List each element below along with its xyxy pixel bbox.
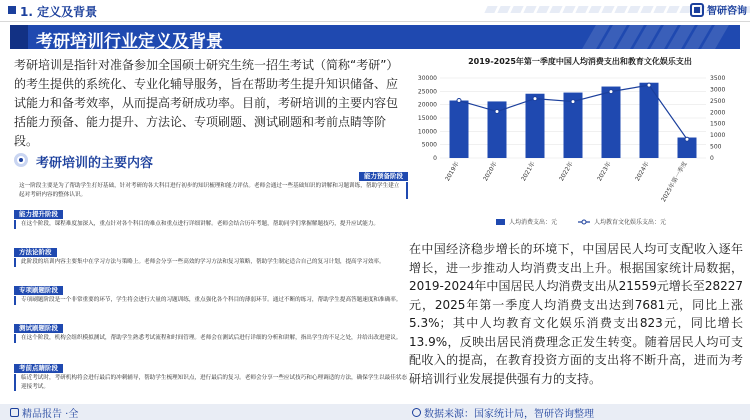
line-point	[571, 100, 575, 104]
banner-stripes	[589, 25, 722, 49]
page-banner	[10, 25, 740, 52]
source-icon	[412, 408, 421, 417]
page-title: 考研培训行业定义及背景	[36, 32, 223, 52]
bar	[450, 101, 469, 158]
section-title: 1. 定义及背景	[20, 5, 98, 19]
y-tick-left: 10000	[417, 128, 437, 136]
y-tick-right: 1500	[710, 120, 726, 128]
y-tick-right: 500	[710, 143, 722, 151]
y-tick-right: 1000	[710, 132, 726, 140]
line-point	[457, 99, 461, 103]
bar	[602, 87, 621, 158]
line-point	[533, 97, 537, 101]
x-tick-label: 2024年	[634, 160, 651, 183]
x-tick-label: 2021年	[520, 160, 537, 183]
y-tick-right: 3000	[710, 86, 726, 94]
x-tick-label: 2019年	[444, 160, 461, 183]
chart	[410, 66, 740, 238]
stage-text: 专项刷题阶段是一个非常重要的环节，学生将会进行大量的习题训练，重点强化各个科目的薄弱环节。通过不断的练习，帮助学生提高答题速度和准确率。	[14, 296, 408, 305]
stage-label: 方法论阶段	[14, 248, 57, 257]
stage-label: 考前点睛阶段	[14, 364, 63, 373]
summary-paragraph: 在中国经济稳步增长的环境下，中国居民人均可支配收入逐年增长，进一步推动人均消费支出上升。根据国家统计局数据，2019-2024年中国居民人均消费支出从21559元增长至28227元，2025年第一季度人均消费支出达到7681元，同比上涨5.3%；其中人均教育文化娱乐消费支出823元，同比增长13.9%，反映出居民消费理念正发生转变。随着居民人均可支配收入的提高，在教育投资方面的支出将不断升高，进而为考研培训行业发展提供强有力的支持。	[409, 242, 743, 386]
x-tick-label: 2022年	[558, 160, 575, 183]
stage-text: 此阶段的培训内容主要集中在学习方法与策略上。老师会分享一些高效的学习方法和复习策略，帮助学生制定适合自己的复习计划，提高学习效率。	[14, 258, 408, 267]
footer-right	[412, 405, 594, 420]
stage-text: 在这个阶段，机构会组织模拟测试，帮助学生熟悉考试流程和时间管理。老师会在测试后进行详细的分析和讲解，指出学生的不足之处，并给出改进建议。	[14, 334, 408, 343]
stage-text: 在这个阶段，课程难度加深入，重点针对各个科目的难点和重点进行详细讲解。老师会结合历年考题，帮助同学们掌握解题技巧，提升应试能力。	[14, 220, 408, 229]
y-tick-right: 2000	[710, 109, 726, 117]
line-point	[495, 110, 499, 114]
x-tick-label: 2023年	[596, 160, 613, 183]
y-tick-left: 5000	[421, 141, 437, 149]
stage-label: 能力提升阶段	[14, 210, 63, 219]
footer	[0, 404, 750, 420]
y-tick-left: 20000	[417, 101, 437, 109]
y-tick-right: 0	[710, 155, 714, 162]
stage-label: 专项刷题阶段	[14, 286, 63, 295]
target-icon	[14, 153, 28, 167]
brand-name: 智研咨询	[707, 6, 747, 17]
stage-text: 这一阶段主要是为了帮助学生打好基础，针对考研的各大科目进行初步的知识梳理和能力评估。老师会通过一些基础知识的讲解和习题训练，帮助学生建立起对考研内容的整体认识。	[14, 182, 408, 199]
y-tick-left: 0	[433, 155, 437, 162]
bar	[526, 94, 545, 158]
brand-logo-icon	[690, 3, 704, 17]
content-list	[14, 172, 408, 402]
y-tick-left: 15000	[417, 115, 437, 122]
line-point	[609, 90, 613, 94]
intro-paragraph: 考研培训是指针对准备参加全国硕士研究生统一招生考试（简称“考研”）的考生提供的系统化、专业化辅导服务，旨在帮助考生提升知识储备、应试能力和备考效率，从而提高考研成功率。目前，考研培训的主要内容包括能力预备、能力提升、方法论、专项刷题、测试刷题和考前点睛等阶段。	[14, 58, 399, 148]
footer-right-text: 数据来源：国家统计局，智研咨询整理	[424, 409, 594, 420]
legend-line-point	[582, 220, 586, 224]
y-tick-left: 30000	[417, 75, 437, 82]
footer-left	[10, 405, 78, 420]
x-tick-label: 2025年第一季度	[660, 160, 689, 204]
brand-logo	[690, 2, 747, 17]
stage-text: 临近考试时，考研机构将会进行最后的冲刺辅导，帮助学生梳理知识点，进行最后的复习。老师会分享一些应试技巧和心理调适的方法，确保学生以最佳状态迎接考试。	[14, 374, 408, 391]
content-heading-text: 考研培训的主要内容	[36, 156, 154, 171]
section-marker-icon	[8, 6, 16, 14]
line-point	[647, 83, 651, 87]
line-point	[685, 137, 689, 141]
top-bar	[0, 0, 750, 22]
y-tick-right: 2500	[710, 97, 726, 105]
y-tick-right: 3500	[710, 75, 726, 82]
y-tick-left: 25000	[417, 88, 437, 96]
legend-bar-swatch	[496, 219, 505, 225]
footer-left-text: 精品报告 ·全	[22, 409, 79, 420]
banner-tag	[10, 25, 28, 49]
chart-title: 2019-2025年第一季度中国人均消费支出和教育文化娱乐支出	[468, 57, 692, 66]
legend-label: 人均教育文化娱乐支出：元	[594, 219, 667, 226]
stage-label: 能力预备阶段	[359, 172, 408, 181]
stage-label: 测试刷题阶段	[14, 324, 63, 333]
x-tick-label: 2020年	[482, 160, 499, 183]
legend-label: 人均消费支出：元	[509, 219, 558, 226]
report-icon	[10, 408, 19, 417]
